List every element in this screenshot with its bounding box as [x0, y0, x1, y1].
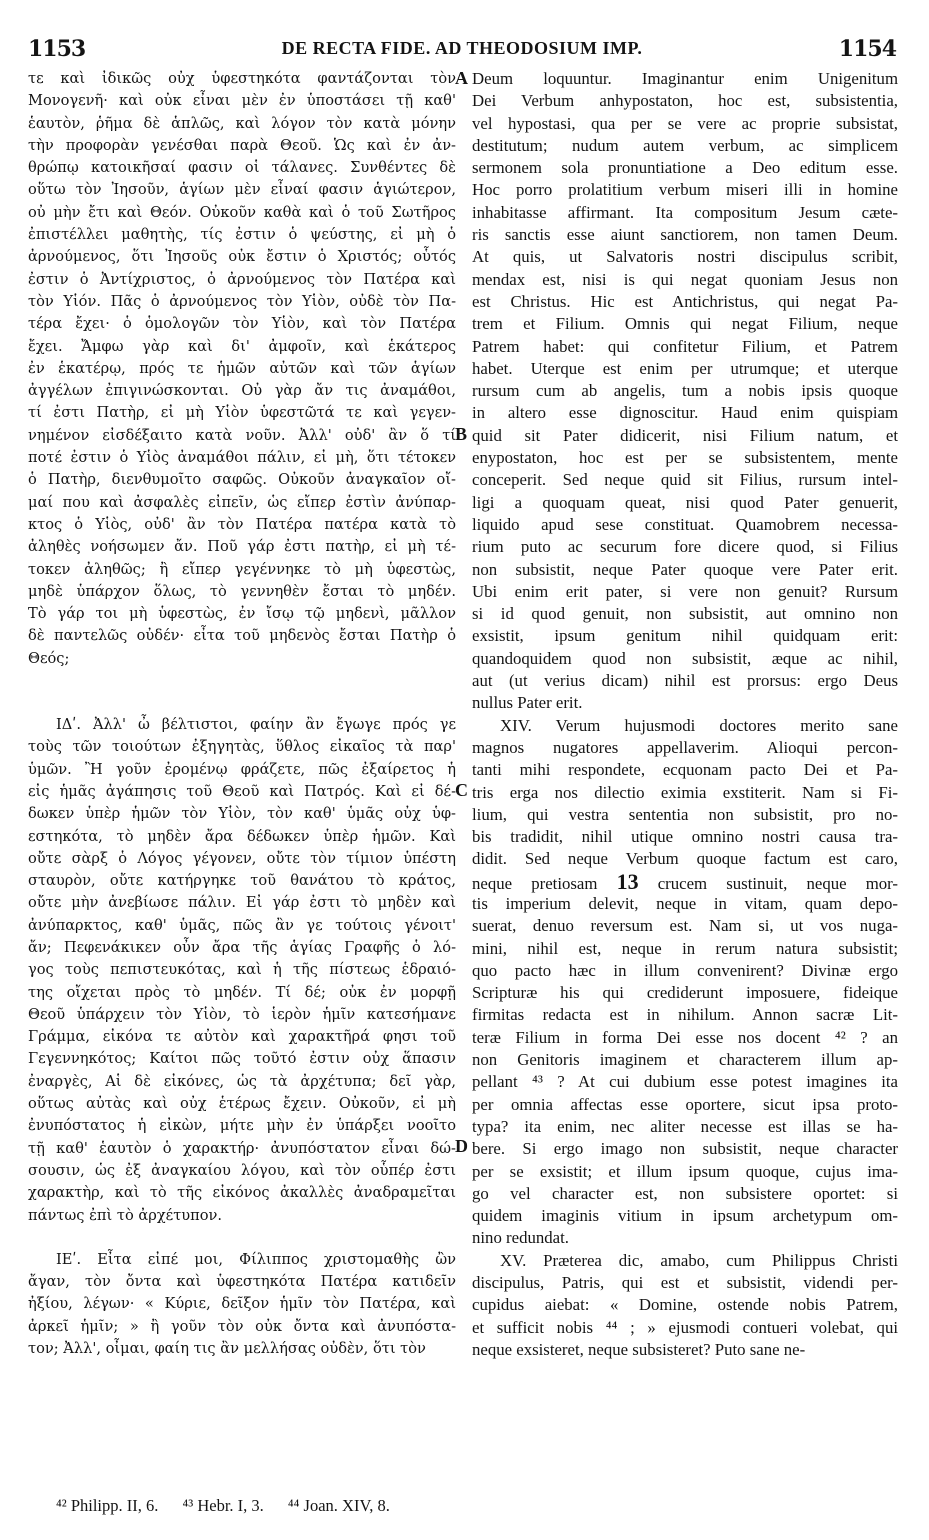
- greek-paragraph-1: [28, 68, 456, 670]
- footnote-42: ⁴² Philipp. II, 6.: [56, 1496, 159, 1515]
- text-line: mendax est, nisi is qui negat quoniam Jesus non: [472, 269, 898, 289]
- text-line: Deum loquuntur. Imaginantur enim Unigenitum: [472, 69, 898, 88]
- text-line: μαί που καὶ ἀσφαλὲς εἰπεῖν, ὡς εἴπερ ἐστὶν ἀνύπαρ-: [28, 493, 456, 511]
- margin-letter-b: B: [455, 424, 468, 444]
- page-number-left: 1153: [28, 36, 86, 62]
- text-line: ris sanctis esse aiunt sanctiorem, non tamen Deum.: [472, 225, 898, 245]
- text-line: ἀρνούμενος, ὅτι Ἰησοῦς οὐκ ἔστιν ὁ Χριστός; οὗτός: [28, 248, 456, 266]
- text-line: mini, nihil est, neque in rerum natura subsistit;: [472, 938, 898, 958]
- text-line: ligi a quoquam queat, nisi quod Pater genuerit,: [472, 492, 898, 512]
- text-line: conceperit. Sed neque quid sit Filius, rursum intel-: [472, 470, 898, 490]
- text-line: Patrem habet: qui confitetur Filium, et Patrem: [472, 336, 898, 356]
- text-line: Scripturæ his qui crediderunt imposuere, fideique: [472, 983, 898, 1003]
- footnotes: [56, 1496, 410, 1516]
- text-line: χαρακτὴρ, καὶ τὸ τῆς εἰκόνος ἀκαλλὲς ἀναδραμεῖται: [28, 1184, 456, 1202]
- text-line: της οἴχεται πρὸς τὸ μηδέν. Τί δέ; οὐκ ἐν μορφῇ: [28, 983, 456, 1001]
- text-line: bis tradidit, nihil utique omnino nostri causa tra-: [472, 827, 898, 847]
- text-line: quidem imaginis vitium in ipsum archetypum om-: [472, 1206, 898, 1226]
- text-line: Dei Verbum anhypostaton, hoc est, subsistentia,: [472, 91, 898, 111]
- greek-column: [28, 68, 456, 1360]
- spacer: [28, 1227, 456, 1249]
- text-line: bere. Si ergo imago non subsistit, neque character: [472, 1139, 898, 1159]
- text-line: μηδὲ ὑπάρχον ὅλως, τὸ γεννηθὲν ἔσται τὸ μηδέν.: [28, 582, 456, 600]
- text-line: εστηκότα, τὸ μηδὲν ἄρα δέδωκεν ὑπὲρ ἡμῶν. Καὶ: [28, 827, 456, 845]
- text-line: neque pretiosam 13 crucem sustinuit, neque mor-: [472, 870, 898, 893]
- text-line: ἐνυπόστατος ἡ εἰκὼν, μήτε μὴν ἐν ὑπάρξει νοοῖτο: [28, 1117, 456, 1135]
- greek-paragraph-15: [28, 1249, 456, 1360]
- text-line: οὐ μὴν ἔτι καὶ Θεόν. Οὐκοῦν καθὰ καὶ ὁ τοῦ Σωτῆρος: [28, 203, 456, 221]
- text-line: θρώπῳ κατοικῆσαί φασιν οἱ τάλανες. Συνθέντες δὲ: [28, 159, 456, 177]
- text-line: et sufficit nobis ⁴⁴ ; » ejusmodi contueri volebat, qui: [472, 1317, 898, 1337]
- text-line: lium, qui vestra sententia non subsistit, pro no-: [472, 804, 898, 824]
- text-line: tris erga nos dilectio eximia exstiterit. Nam si Fi-: [472, 782, 898, 802]
- text-line: tanti mihi respondete, ecquonam pacto Dei et Pa-: [472, 760, 898, 780]
- text-line: ἑαυτὸν, ῥῆμα δὲ ἁπλῶς, καὶ λόγον τὸν κατὰ μόνην: [28, 114, 456, 132]
- text-line: non Genitoris imaginem et characterem illum ap-: [472, 1050, 898, 1070]
- text-line: exsistit, ipsum genitum nihil quidquam erit:: [472, 626, 898, 646]
- footnote-44: ⁴⁴ Joan. XIV, 8.: [287, 1496, 390, 1515]
- text-line: τέρα ἔχει· ὁ ὁμολογῶν τὸν Υἱὸν, καὶ τὸν Πατέρα: [28, 315, 456, 333]
- column-number: 13: [616, 870, 639, 893]
- footnote-43: ⁴³ Hebr. I, 3.: [182, 1496, 264, 1515]
- text-line: κτος ὁ Υἱὸς, οὐδ' ἂν τὸν Πατέρα πατέρα κατὰ τὸ: [28, 515, 456, 533]
- text-line: ἠξίου, λέγων· « Κύριε, δεῖξον ἡμῖν τὸν Πατέρα, καὶ: [28, 1295, 456, 1313]
- text-line: τον; Ἀλλ', οἶμαι, φαίη τις ἂν μελλήσας οὐδὲν, ὅτι τὸν: [28, 1340, 426, 1358]
- text-line: cupidus aiebat: « Domine, ostende nobis Patrem,: [472, 1295, 898, 1315]
- text-line: pellant ⁴³ ? At cui dubium esse potest imagines ita: [472, 1072, 898, 1092]
- text-line: est Christus. Hic est Antichristus, qui negat Pa-: [472, 291, 898, 311]
- text-line: didit. Sed neque Verbum quoque factum est caro,: [472, 849, 898, 869]
- text-line: οὔτε σὰρξ ὁ Λόγος γέγονεν, οὔτε τὸν τίμιον ὑπέστη: [28, 849, 456, 867]
- text-line: ἐναργὲς, Αἱ δὲ εἰκόνες, ὡς τὰ ἀρχέτυπα; δεῖ γὰρ,: [28, 1072, 456, 1090]
- text-line: destitutum; nudum autem verbum, ac simplicem: [472, 135, 898, 155]
- text-line: XIV. Verum hujusmodi doctores merito sane: [500, 715, 898, 735]
- text-line: quandoquidem quod non subsistit, æque ac nihil,: [472, 648, 898, 668]
- page-number-right: 1154: [838, 36, 896, 62]
- text-line: Θεοῦ ὑπάρχειν τὸν Υἱὸν, τὸ ἱερὸν ἡμῖν κατεσήμανε: [28, 1005, 456, 1023]
- latin-column: [472, 68, 898, 1361]
- text-line: vel hypostasi, qua per se vere ac proprie subsistat,: [472, 113, 898, 133]
- text-line: XV. Præterea dic, amabo, cum Philippus Christi: [500, 1250, 898, 1270]
- text-line: ἀνύπαρκτος, καθ' ὑμᾶς, πῶς ἂν γε τούτοις γένοιτ': [28, 916, 456, 934]
- text-line: σταυρὸν, οὔτε κατήργηκε τοῦ θανάτου τὸ κράτος,: [28, 872, 456, 890]
- text-line: At quis, ut Salvatoris nostri discipulus scribit,: [472, 247, 898, 267]
- text-line: σουσιν, ὡς ἐξ ἀναγκαίου λόγου, καὶ τὸν οὗπέρ ἐστι: [28, 1161, 456, 1179]
- text-line: rium puto ac securum fore dicere quod, si Filius: [472, 537, 898, 557]
- text-line: ἀληθὲς νοήσωμεν ἄν. Ποῦ γάρ ἐστι πατὴρ, εἰ μὴ τέ-: [28, 538, 456, 556]
- text-line: per se exsistit; et illum ipsum quoque, cujus ima-: [472, 1161, 898, 1181]
- text-line: per omnia affectas esse oportere, sicut ipsa proto-: [472, 1094, 898, 1114]
- text-line: inhabitasse affirmant. Ita compositum Jesum cæte-: [472, 202, 898, 222]
- greek-paragraph-14: [28, 714, 456, 1227]
- text-line: liquido apud sese constituat. Quamobrem necessa-: [472, 514, 898, 534]
- text-line: typa? ita enim, nec aliter necesse est illas se ha-: [472, 1116, 898, 1136]
- text-line: ἀγγέλων ἐπιγινώσκονται. Οὐ γὰρ ἄν τις ἀναμάθοι,: [28, 382, 456, 400]
- text-line: nullus Pater erit.: [472, 693, 583, 713]
- text-line: ἔχει. Ἄμφω γὰρ καὶ δι' ἀμφοῖν, καὶ ἑκάτερος: [28, 337, 456, 355]
- text-line: τοκεν ἀληθῶς; ἢ εἴπερ γεγέννηκε τὸ μὴ ὑφεστὼς,: [28, 560, 456, 578]
- text-line: δωκεν ὑπὲρ ἡμῶν τὸν Υἱὸν, τὸν καθ' ὑμᾶς οὐχ ὑφ-: [28, 805, 456, 823]
- margin-letter-d: D: [455, 1136, 468, 1156]
- text-line: ἐπιστέλλει μαθητὴς, τίς ἐστιν ὁ ψεύστης, εἰ μὴ ὁ: [28, 226, 456, 244]
- text-line: οὔτε μὴν ἀνεβίωσε πάλιν. Εἰ γάρ ἐστι τὸ μηδὲν καὶ: [28, 894, 456, 912]
- text-line: ἐν ἑκατέρῳ, πρός τε ἡμῶν αὐτῶν καὶ τῶν ἁγίων: [28, 359, 456, 377]
- text-line: in altero esse dignoscitur. Haud enim quispiam: [472, 403, 898, 423]
- text-line: γος τοὺς πεπιστευκότας, καὶ ἡ τῆς πίστεως ἑδραιό-: [28, 961, 456, 979]
- margin-letter-a: A: [455, 68, 468, 88]
- page-header: [28, 36, 896, 64]
- text-line: trem et Filium. Omnis qui negat Filium, neque: [472, 314, 898, 334]
- text-line: Μονογενῆ· καὶ οὐκ εἶναι μὲν ἐν ὑποστάσει τῇ καθ': [28, 92, 456, 110]
- text-line: quo pacto hæc in illum convenirent? Divinæ ergo: [472, 960, 898, 980]
- text-line: ἐστιν ὁ Ἀντίχριστος, ὁ ἀρνούμενος τὸν Πατέρα καὶ: [28, 270, 456, 288]
- text-line: ΙΕʹ. Εἶτα εἰπέ μοι, Φίλιππος χριστομαθὴς ὢν: [56, 1250, 456, 1268]
- text-line: εἰς ἡμᾶς ἀγάπησις τοῦ Θεοῦ καὶ Πατρός. Καὶ εἰ δέ-: [28, 782, 456, 800]
- text-line: δὲ παντελῶς οὐδέν· εἶτα τοῦ μηδενὸς ἔσται Πατὴρ ὁ: [28, 627, 456, 645]
- text-line: ἄγαν, τὸν ὄντα καὶ ὑφεστηκότα Πατέρα κατιδεῖν: [28, 1273, 456, 1291]
- text-line: ΙΔʹ. Ἀλλ' ὦ βέλτιστοι, φαίην ἂν ἔγωγε πρός γε: [56, 716, 456, 734]
- text-line: teræ Filium in forma Dei esse nos docent ⁴² ? an: [472, 1027, 898, 1047]
- text-line: rursum cum ab angelis, tum a nobis ipsis quoque: [472, 381, 898, 401]
- text-line: Ubi enim erit pater, si vere non genuit? Rursum: [472, 581, 898, 601]
- text-line: ὑμῶν. Ἢ γοῦν ἐρομένῳ φράζετε, πῶς ἐξαίρετος ἡ: [28, 760, 456, 778]
- text-line: Γράμμα, εἰκόνα τε αὐτὸν καὶ χαρακτῆρά φησι τοῦ: [28, 1028, 456, 1046]
- text-line: discipulus, Patris, qui est et subsistit, videndi per-: [472, 1273, 898, 1293]
- text-line: Τὸ γάρ τοι μὴ ὑφεστὼς, ἐν ἴσῳ τῷ μηδενὶ, μᾶλλον: [28, 605, 456, 623]
- text-line: tis imperium delevit, neque in vitam, quam depo-: [472, 893, 898, 913]
- text-line: οὕτω τὸν Ἰησοῦν, ἁγίων μὲν εἶναί φασιν ἁγιώτερον,: [28, 181, 456, 199]
- text-line: ἀρκεῖ ἡμῖν; » ἢ γοῦν τὸν οὐκ ὄντα καὶ ἀνυπόστα-: [28, 1317, 456, 1335]
- text-line: magnos nugatores appellaverim. Alioqui percon-: [472, 737, 898, 757]
- text-line: ὁ Πατὴρ, διενθυμοῖτο σαφῶς. Οὐκοῦν ἀναγκαῖον οἴ-: [28, 471, 456, 489]
- text-line: enypostaton, hoc est per se subsistentem, mente: [472, 448, 898, 468]
- running-title: DE RECTA FIDE. AD THEODOSIUM IMP.: [281, 38, 643, 58]
- text-line: τὴν προφορὰν γενέσθαι παρὰ Θεοῦ. Ὡς καὶ ἐν ἀν-: [28, 136, 456, 154]
- text-line: τοὺς τῶν τοιούτων ἐξηγητὰς, ὕθλος εἰκαῖος τὰ παρ': [28, 738, 456, 756]
- text-line: habet. Uterque est enim per utrumque; et uterque: [472, 358, 898, 378]
- text-line: sermonem sola pronuntiatione a Deo editum esse.: [472, 158, 898, 178]
- text-line: aut (ut verius dicam) nihil est prorsus: ergo Deus: [472, 671, 898, 691]
- text-line: ἄν; Πεφενάκικεν οὖν ἄρα τῆς ἁγίας Γραφῆς ὁ λό-: [28, 938, 456, 956]
- text-line: Γεγεννηκότος; Καίτοι πῶς τοῦτό ἐστιν οὐχ ἅπασιν: [28, 1050, 456, 1068]
- text-line: οὕτως αὐτὰς καὶ οὐχ ἑτέρως ἔχειν. Οὐκοῦν, εἰ μὴ: [28, 1095, 456, 1113]
- latin-paragraph-14: [472, 715, 898, 1250]
- text-line: nino redundat.: [472, 1228, 569, 1248]
- latin-paragraph-1: [472, 68, 898, 715]
- text-line: πάντως ἐπὶ τὸ ἀρχέτυπον.: [28, 1206, 223, 1224]
- text-line: τῇ καθ' ἑαυτὸν ὁ χαρακτήρ· ἀνυπόστατον εἶναι δώ-: [28, 1139, 456, 1157]
- text-line: quid sit Pater didicerit, nisi Filium natum, et: [472, 425, 898, 445]
- text-line: τε καὶ ἰδικῶς οὐχ ὑφεστηκότα φαντάζονται τὸν: [28, 70, 456, 87]
- text-line: si id quod genuit, non subsistit, aut omnino non: [472, 604, 898, 624]
- spacer: [28, 670, 456, 714]
- text-line: Θεός;: [28, 649, 70, 667]
- latin-paragraph-15: [472, 1250, 898, 1361]
- text-line: τί ἐστι Πατὴρ, εἰ μὴ Υἱὸν ὑφεστῶτά τε καὶ γεγεν-: [28, 404, 456, 422]
- text-line: neque exsisteret, neque subsisteret? Puto sane ne-: [472, 1339, 806, 1359]
- margin-letter-c: C: [455, 780, 468, 800]
- text-line: νημένον εἰσδέξαιτο κατὰ νοῦν. Ἀλλ' οὐδ' ἂν ὅ τί: [28, 426, 456, 444]
- text-line: suerat, denuo reversum est. Nam si, ut vos nuga-: [472, 916, 898, 936]
- text-line: non subsistit, neque Pater quoque vere Pater erit.: [472, 559, 898, 579]
- text-line: Hoc porro prolatitium verbum miseri illi in homine: [472, 180, 898, 200]
- text-line: go vel character est, non subsistere oportet: si: [472, 1183, 898, 1203]
- text-line: ποτέ ἐστιν ὁ Υἱὸς ἀναμάθοι πάλιν, εἰ μὴ, ὅτι τέτοκεν: [28, 449, 456, 467]
- text-line: firmitas redacta est in nihilum. Annon sacræ Lit-: [472, 1005, 898, 1025]
- text-line: τὸν Υἱόν. Πᾶς ὁ ἀρνούμενος τὸν Υἱὸν, οὐδὲ τὸν Πα-: [28, 292, 456, 310]
